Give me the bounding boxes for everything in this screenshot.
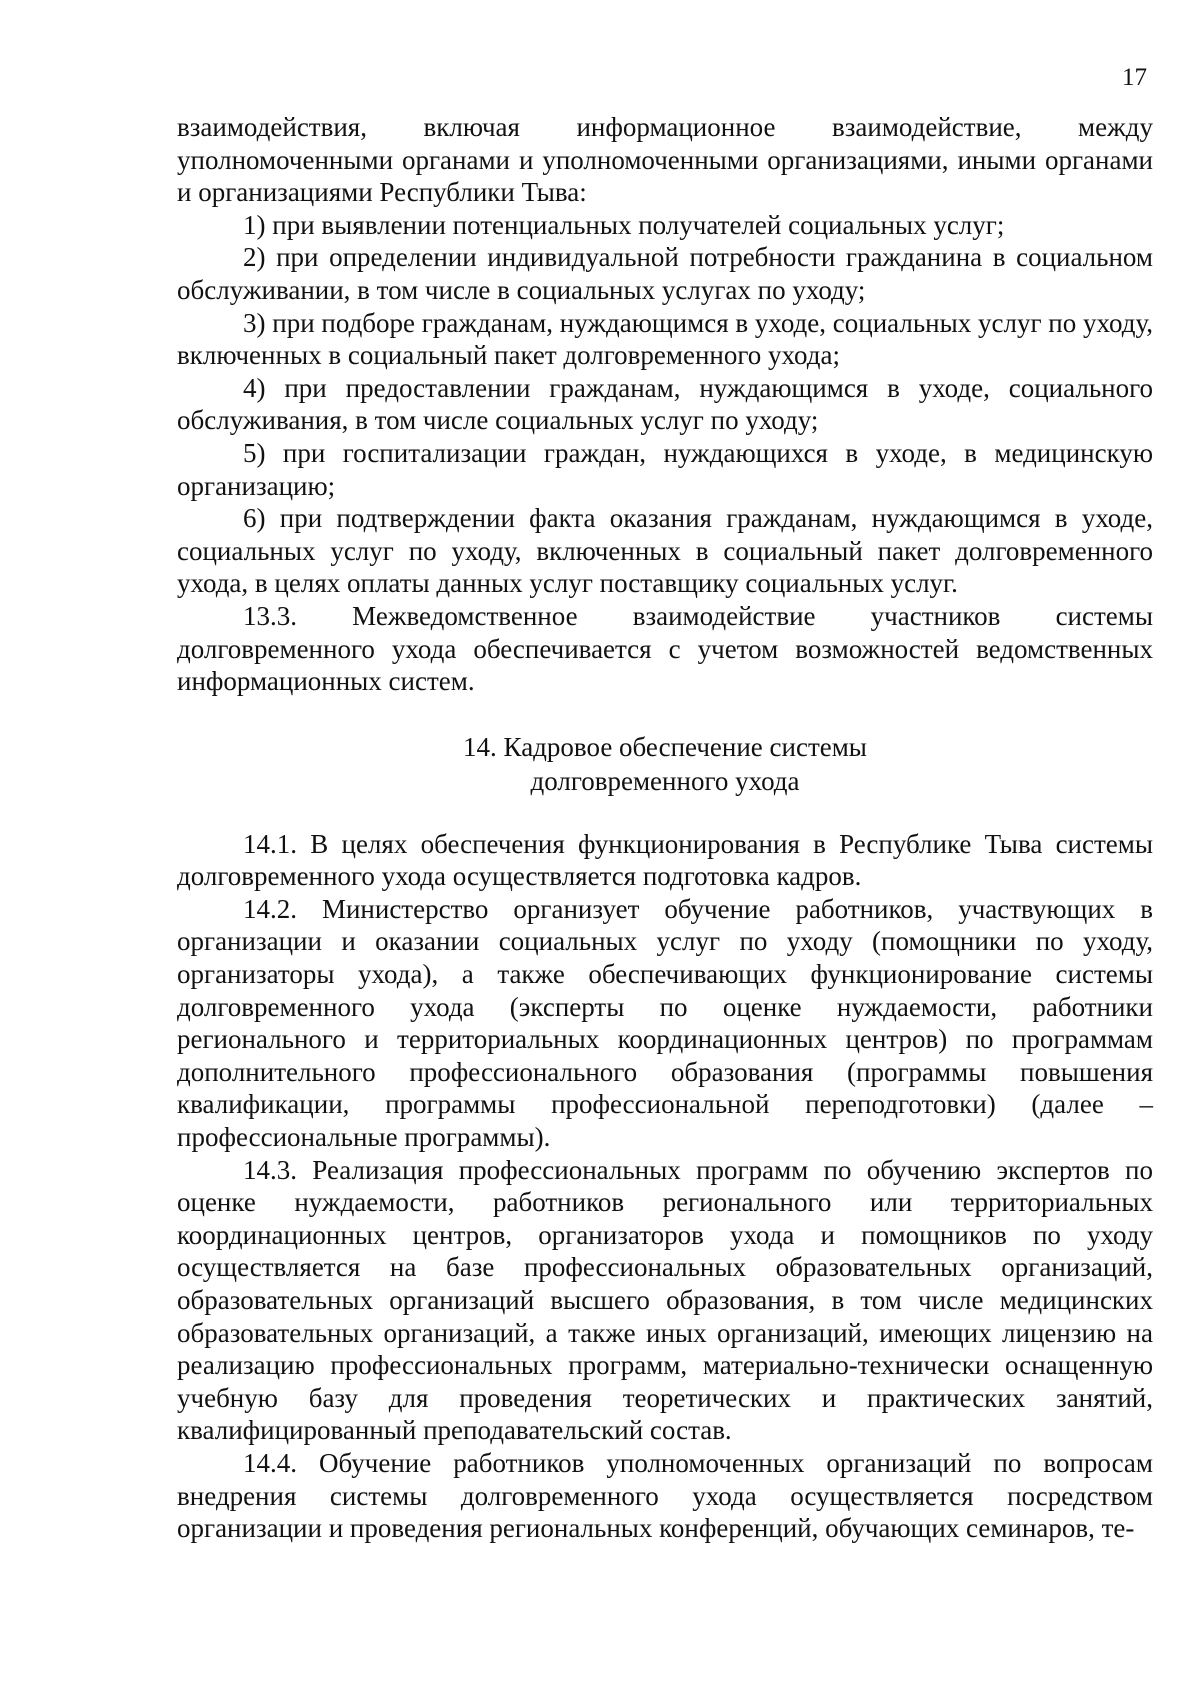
clause-14-3: 14.3. Реализация профессиональных программ по обучению экспертов по оценке нуждаемости, работников регионального или территориальных координационных центров, организаторов ухода и помощников по уходу осуществляется на базе профессиональных образовательных организаций, образовательных организаций высшего образования, в том числе медицинских образовательных организаций, а также иных организаций, имеющих лицензию на реализацию профессиональных программ, материально-технически оснащенную учебную базу для проведения теоретических и практических занятий, квалифицированный преподавательский состав. bbox=[177, 1154, 1153, 1446]
paragraphs-after bbox=[177, 828, 1153, 1545]
clause-14-2: 14.2. Министерство организует обучение работников, участвующих в организации и оказании социальных услуг по уходу (помощники по уходу, организаторы ухода), а также обеспечивающих функционирование системы долговременного ухода (эксперты по оценке нуждаемости, работники регионального и территориальных координационных центров) по программам дополнительного профессионального образования (программы повышения квалификации, программы профессиональной переподготовки) (далее – профессиональные программы). bbox=[177, 893, 1153, 1153]
paragraphs-before bbox=[177, 111, 1153, 698]
clause-14-1: 14.1. В целях обеспечения функционирования в Республике Тыва системы долговременного ухода осуществляется подготовка кадров. bbox=[177, 828, 1153, 892]
section-heading bbox=[177, 730, 1153, 798]
list-item-1: 1) при выявлении потенциальных получателей социальных услуг; bbox=[243, 209, 1005, 240]
page-number: 17 bbox=[1122, 64, 1147, 91]
list-item-5: 5) при госпитализации граждан, нуждающихся в уходе, в медицинскую организацию; bbox=[177, 437, 1153, 501]
section-heading-line-2: долговременного ухода bbox=[530, 765, 800, 796]
paragraph: взаимодействия, включая информационное взаимодействие, между уполномоченными органами и уполномоченными организациями, иными органами и организациями Республики Тыва: bbox=[177, 112, 1153, 208]
document-body bbox=[177, 111, 1153, 1545]
list-item-3: 3) при подборе гражданам, нуждающимся в уходе, социальных услуг по уходу, включенных в социальный пакет долговременного ухода; bbox=[177, 307, 1153, 371]
clause-13-3: 13.3. Межведомственное взаимодействие участников системы долговременного ухода обеспечивается с учетом возможностей ведомственных информационных систем. bbox=[177, 600, 1153, 697]
clause-14-4: 14.4. Обучение работников уполномоченных организаций по вопросам внедрения системы долговременного ухода осуществляется посредством организации и проведения региональных конференций, обучающих семинаров, те- bbox=[177, 1447, 1153, 1544]
list-item-2: 2) при определении индивидуальной потребности гражданина в социальном обслуживании, в том числе в социальных услугах по уходу; bbox=[177, 242, 1153, 305]
list-item-4: 4) при предоставлении гражданам, нуждающимся в уходе, социального обслуживания, в том числе социальных услуг по уходу; bbox=[177, 372, 1153, 436]
list-item-6: 6) при подтверждении факта оказания гражданам, нуждающимся в уходе, социальных услуг по уходу, включенных в социальный пакет долговременного ухода, в целях оплаты данных услуг поставщику социальных услуг. bbox=[177, 503, 1153, 599]
section-heading-line-1: 14. Кадровое обеспечение системы bbox=[463, 731, 867, 762]
